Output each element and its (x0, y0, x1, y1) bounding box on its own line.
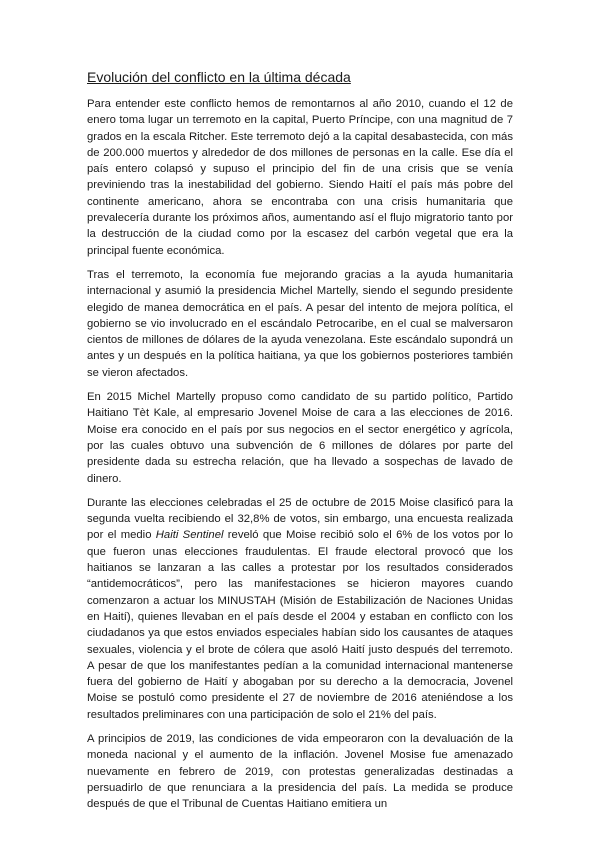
paragraph (87, 267, 513, 381)
section-title: Evolución del conflicto en la última década (87, 69, 351, 85)
paragraph (87, 731, 513, 812)
document-body (87, 96, 513, 812)
paragraph (87, 389, 513, 487)
text-run: En 2015 Michel Martelly propuso como candidato de su partido político, Partido Haitiano Tèt Kale, al empresario Jovenel Moise de cara a las elecciones de 2016. Moise era conocido en el país por sus negocios en el sector energético y agrícola, por las cuales obtuvo una subvención de 6 millones de dólares por parte del presidente dada su estrecha relación, que ha llevado a sospechas de lavado de dinero. (87, 391, 513, 485)
text-run: Para entender este conflicto hemos de remontarnos al año 2010, cuando el 12 de enero toma lugar un terremoto en la capital, Puerto Príncipe, con una magnitud de 7 grados en la escala Ritcher. Este terremoto dejó a la capital desabastecida, con más de 200.000 muertos y alrededor de dos millones de personas en la calle. Ese día el país entero colapsó y supuso el principio del fin de una crisis que se venía previniendo tras la inestabilidad del gobierno. Siendo Haití el país más pobre del continente americano, ahora se encontraba con una crisis humanitaria que prevalecería durante los próximos años, aumentando así el flujo migratorio tanto por la destrucción de la ciudad como por la escasez del carbón vegetal que era la principal fuente económica. (87, 98, 513, 257)
text-run: reveló que Moise recibió solo el 6% de los votos por lo que fueron unas elecciones fraudulentas. El fraude electoral provocó que los haitianos se lanzaran a las calles a protestar por los resultados considerados “antidemocráticos”, pero las manifestaciones se hicieron mayores cuando comenzaron a actuar los MINUSTAH (Misión de Estabilización de Naciones Unidas en Haití), quienes llevaban en el país desde el 2004 y estaban en conflicto con los ciudadanos ya que estos enviados especiales habían sido los causantes de ataques sexuales, violencia y el brote de cólera que asoló Haití justo después del terremoto. A pesar de que los manifestantes pedían a la comunidad internacional mantenerse fuera del gobierno de Haití y abogaban por su derecho a la democracia, Jovenel Moise se postuló como presidente el 27 de noviembre de 2016 ateniéndose a los resultados preliminares con una participación de solo el 21% del país. (87, 529, 513, 721)
italic-run: Haiti Sentinel (155, 529, 224, 542)
paragraph (87, 495, 513, 723)
text-run: A principios de 2019, las condiciones de vida empeoraron con la devaluación de la moneda nacional y el aumento de la inflación. Jovenel Mosise fue amenazado nuevamente en febrero de 2019, con protestas generalizadas destinadas a persuadirlo de que renunciara a la presidencia del país. La medida se produce después de que el Tribunal de Cuentas Haitiano emitiera un (87, 732, 513, 811)
text-run: Tras el terremoto, la economía fue mejorando gracias a la ayuda humanitaria internacional y asumió la presidencia Michel Martelly, siendo el segundo presidente elegido de manea democrática en el país. A pesar del intento de mejora política, el gobierno se vio involucrado en el escándalo Petrocaribe, en el cual se malversaron cientos de millones de dólares de la ayuda venezolana. Este escándalo supondrá un antes y un después en la política haitiana, ya que los gobiernos posteriores también se vieron afectados. (87, 268, 513, 379)
text-run: Durante las elecciones celebradas el 25 de octubre de 2015 Moise clasificó para la segunda vuelta recibiendo el 32,8% de votos, sin embargo, una encuesta realizada por el medio (87, 496, 513, 542)
paragraph (87, 96, 513, 259)
